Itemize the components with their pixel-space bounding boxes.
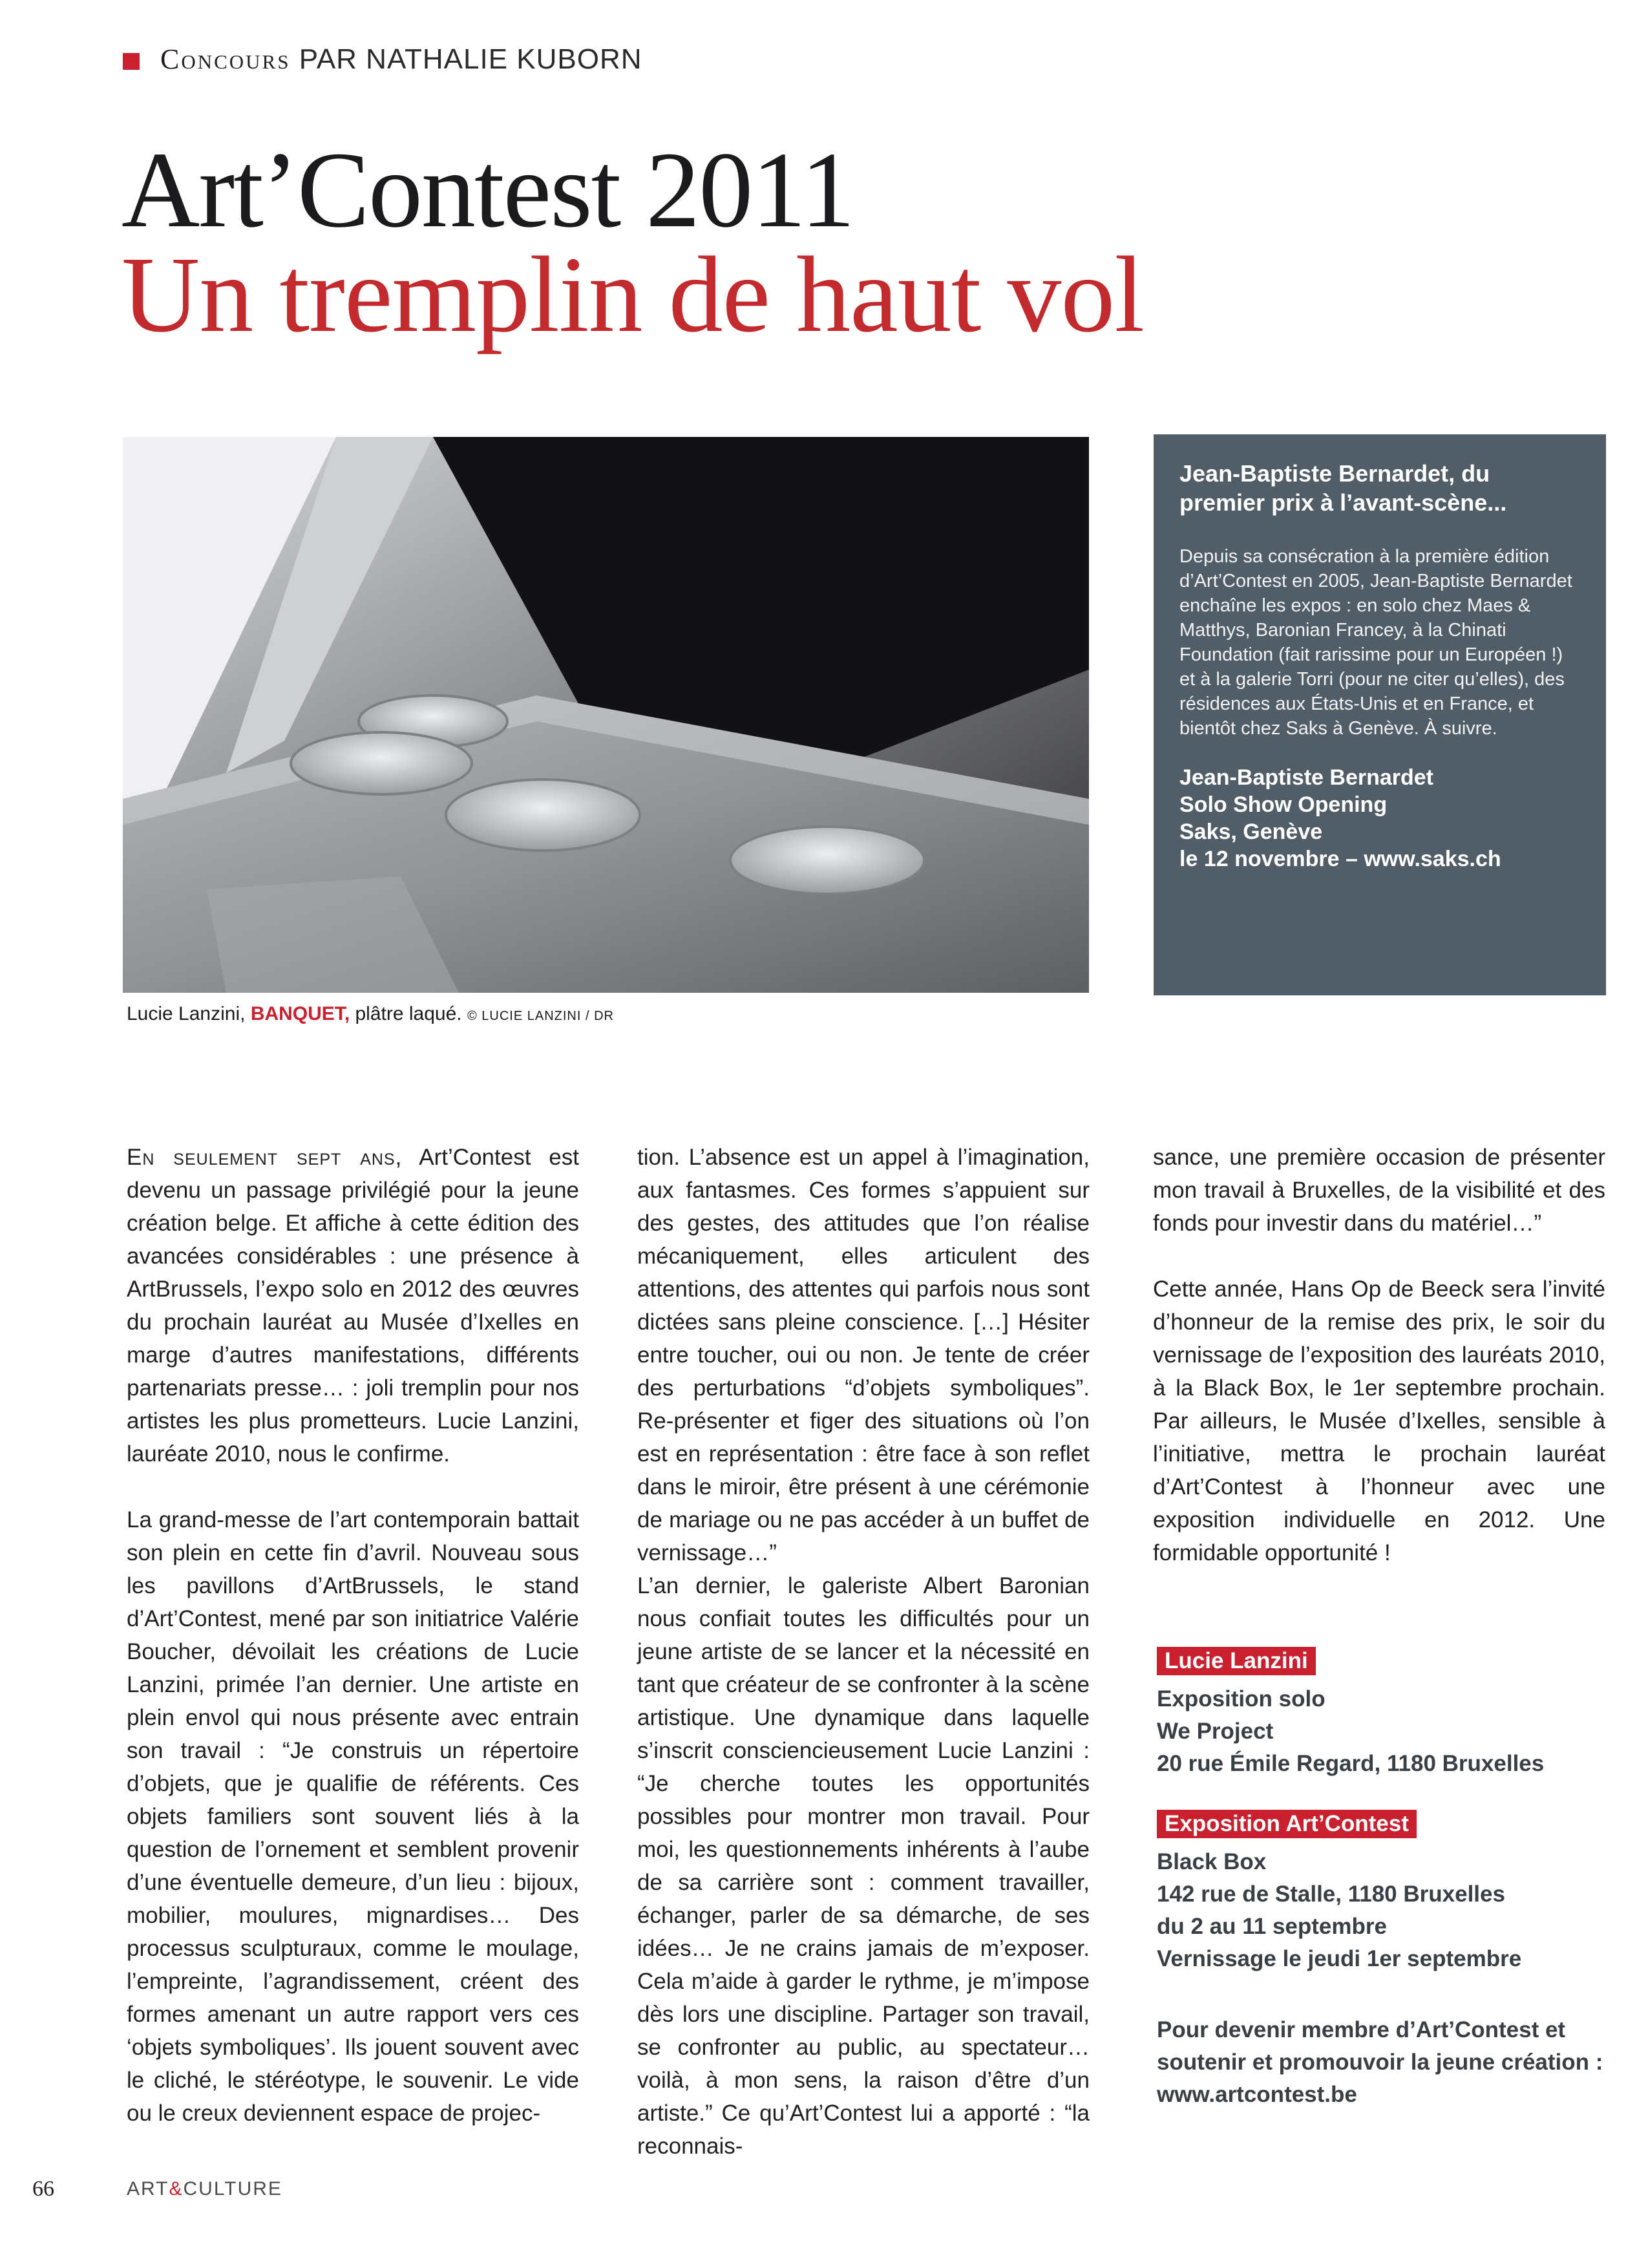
paragraph-text: Art’Contest est devenu un passage privilégié pour la jeune création belge. Et affiche à cette édition des avancées considérables : une présence à ArtBrussels, l’expo solo en 2012 des œuvres du prochain lauréat au Musée d’Ixelles en marge d’autres manifestations, différents partenariats presse… : joli tremplin pour nos artistes les plus prometteurs. Lucie Lanzini, lauréate 2010, nous le confirme.	[127, 1145, 579, 1467]
sidebar-box	[1154, 434, 1606, 995]
caption-artist: Lucie Lanzini,	[127, 1003, 246, 1024]
brand-part: CULTURE	[183, 2178, 282, 2199]
info-tag: Exposition Art’Contest	[1157, 1810, 1417, 1838]
section-label	[160, 43, 642, 76]
article-paragraph: L’an dernier, le galeriste Albert Baronian nous confiait toutes les difficultés pour un jeune artiste de se lancer et la nécessité en tant que créateur de se confronter à la scène artistique. Une dynamique dans laquelle s’inscrit consciencieusement Lucie Lanzini : “Je cherche toutes les opportunités possibles pour montrer mon travail. Pour moi, les questionnements inhérents à l’aube de sa carrière sont : comment travailler, échanger, parler de sa démarche, de ses idées… Je ne crains jamais de m’exposer. Cela m’aide à garder le rythme, je m’impose dès lors une discipline. Partager son travail, se confronter au public, au spectateur… voilà, à mon sens, la raison d’être d’un artiste.” Ce qu’Art’Contest lui a apporté : “la reconnais-	[637, 1573, 1090, 2159]
page-subtitle: Un tremplin de haut vol	[121, 235, 1145, 355]
artwork-photo	[123, 437, 1089, 993]
article-lede: En seulement sept ans,	[127, 1145, 403, 1170]
article-paragraph: sance, une première occasion de présenter mon travail à Bruxelles, de la visibilité et des fonds pour investir dans du matériel…”	[1153, 1145, 1605, 1236]
membership-note: Pour devenir membre d’Art’Contest et soutenir et promouvoir la jeune création : www.artcontest.be	[1157, 2017, 1603, 2107]
page-title: Art’Contest 2011	[121, 130, 854, 250]
page-number: 66	[32, 2177, 54, 2201]
article-paragraph: tion. L’absence est un appel à l’imagination, aux fantasmes. Ces formes s’appuient sur des gestes, des attitudes que l’on réalise mécaniquement, elles articulent des attentions, des attentes qui parfois nous sont dictées sans pleine conscience. […] Hésiter entre toucher, oui ou non. Je tente de créer des perturbations “d’objets symboliques”. Re-présenter et figer des situations où l’on est en représentation : être face à son reflet dans le miroir, être présent à une cérémonie de mariage ou ne pas accéder à un buffet de vernissage…”	[637, 1145, 1090, 1565]
info-line: Vernissage le jeudi 1er septembre	[1157, 1946, 1522, 1971]
byline: PAR NATHALIE KUBORN	[299, 43, 642, 75]
info-line: du 2 au 11 septembre	[1157, 1914, 1387, 1939]
info-line: Black Box	[1157, 1849, 1267, 1874]
sidebar-event-info	[1179, 764, 1580, 873]
sidebar-body: Depuis sa consécration à la première édition d’Art’Contest en 2005, Jean-Baptiste Bernardet enchaîne les expos : en solo chez Maes & Matthys, Baronian Francey, à la Chinati Foundation (fait rarissime pour un Européen !) et à la galerie Torri (pour ne citer qu’elles), des résidences aux États-Unis et en France, et bientôt chez Saks à Genève. À suivre.	[1179, 546, 1572, 739]
info-line: 20 rue Émile Regard, 1180 Bruxelles	[1157, 1751, 1545, 1776]
article-paragraph	[127, 1141, 579, 1470]
brand-part: ART	[127, 2178, 169, 2199]
caption-material: plâtre laqué.	[355, 1003, 462, 1024]
info-line: We Project	[1157, 1719, 1274, 1744]
info-tag: Lucie Lanzini	[1157, 1647, 1316, 1675]
magazine-brand	[127, 2178, 282, 2200]
section-name: Concours	[160, 43, 291, 75]
article-column-3	[1153, 1141, 1605, 1602]
photo-caption	[127, 1003, 614, 1025]
article-column-1	[127, 1141, 579, 2163]
article-paragraph: La grand-messe de l’art contemporain battait son plein en cette fin d’avril. Nouveau sous les pavillons d’ArtBrussels, le stand d’Art’Contest, mené par son initiatrice Valérie Boucher, dévoilait les créations de Lucie Lanzini, primée l’an dernier. Une artiste en plein envol qui nous présente avec entrain son travail : “Je construis un répertoire d’objets, que je qualifie de référents. Ces objets familiers sont souvent liés à la question de l’ornement et semblent provenir d’une éventuelle demeure, d’un lieu : bijoux, mobilier, moulures, mignardises… Des processus sculpturaux, comme le moulage, l’empreinte, l’agrandissement, créent des formes amenant un autre rapport vers ces ‘objets symboliques’. Ils jouent souvent avec le cliché, le stéréotype, le souvenir. Le vide ou le creux deviennent espace de projec-	[127, 1507, 579, 2126]
sidebar-info-line: Saks, Genève	[1179, 820, 1323, 844]
sidebar-info-line: Solo Show Opening	[1179, 792, 1388, 817]
sidebar-heading: Jean-Baptiste Bernardet, du premier prix à l’avant-scène...	[1179, 460, 1507, 516]
info-block-exhibition-artcontest	[1157, 1810, 1521, 1975]
article-paragraph: Cette année, Hans Op de Beeck sera l’invité d’honneur de la remise des prix, le soir du vernissage de l’exposition des lauréats 2010, à la Black Box, le 1er septembre prochain. Par ailleurs, le Musée d’Ixelles, sensible à l’initiative, mettra le prochain lauréat d’Art’Contest à l’honneur avec une exposition individuelle en 2012. Une formidable opportunité !	[1153, 1277, 1605, 1565]
sidebar-info-line: Jean-Baptiste Bernardet	[1179, 765, 1434, 790]
caption-work-title: BANQUET,	[250, 1003, 350, 1024]
info-line: Exposition solo	[1157, 1686, 1326, 1712]
sidebar-info-line: le 12 novembre – www.saks.ch	[1179, 847, 1501, 871]
info-block-exhibition-solo	[1157, 1647, 1544, 1780]
info-line: 142 rue de Stalle, 1180 Bruxelles	[1157, 1881, 1505, 1907]
section-marker	[123, 53, 140, 70]
caption-credit: © LUCIE LANZINI / DR	[467, 1009, 614, 1023]
article-column-2	[637, 1141, 1090, 2196]
brand-ampersand: &	[169, 2178, 184, 2199]
